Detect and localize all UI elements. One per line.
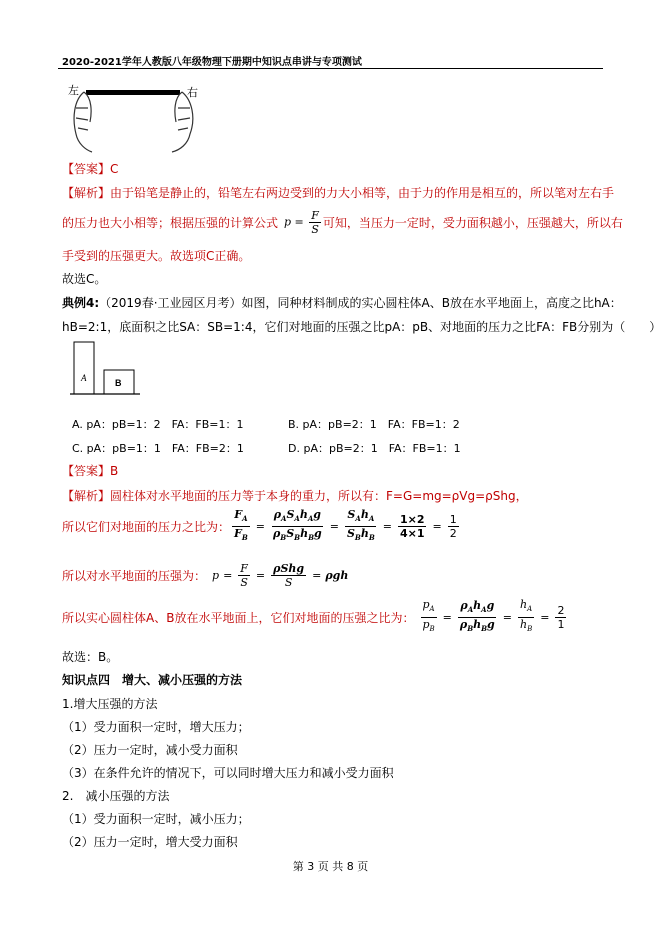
cylinder-b-label: B bbox=[115, 378, 122, 388]
option-b: B. pA：pB=2：1 FA：FB=1：2 bbox=[288, 418, 460, 431]
example-4-text-1: （2019春·工业园区月考）如图，同种材料制成的实心圆柱体A、B放在水平地面上，高度之比hA： bbox=[99, 296, 622, 310]
example-4-line-2: hB=2:1，底面积之比SA：SB=1:4，它们对地面的压强之比pA：pB、对地面的压力之比FA：FB分别为（ ） bbox=[62, 320, 661, 334]
pressure-ratio-label: 所以实心圆柱体A、B放在水平地面上，它们对地面的压强之比为： bbox=[62, 610, 415, 625]
option-c: C. pA：pB=1：1 FA：FB=2：1 bbox=[72, 442, 244, 455]
section-item-2: （2）压力一定时，减小受力面积 bbox=[62, 743, 238, 757]
example-4-title: 典例4: bbox=[62, 296, 100, 310]
answer-label-1: 【答案】C bbox=[62, 162, 119, 176]
analysis-1-line-3: 手受到的压强更大。故选项C正确。 bbox=[62, 249, 251, 263]
pressure-ratio-row bbox=[62, 600, 568, 634]
page-header: 2020-2021学年人教版八年级物理下册期中知识点串讲与专项测试 bbox=[62, 57, 362, 68]
cylinders-figure bbox=[70, 338, 140, 396]
pencil-shape bbox=[86, 90, 180, 95]
pressure-row bbox=[62, 558, 348, 592]
section-item-5: （2）压力一定时，增大受力面积 bbox=[62, 835, 238, 849]
figure-right-label: 右 bbox=[187, 87, 198, 99]
formula-F: F bbox=[311, 209, 319, 222]
answer-label-2: 【答案】B bbox=[62, 464, 119, 478]
section-heading-1: 1.增大压强的方法 bbox=[62, 697, 158, 711]
conclusion-1: 故选C。 bbox=[62, 272, 107, 286]
force-ratio-formula: $\frac{F_A}{F_B}$ = $\frac{\rho_AS_Ah_Ag}{\rho_BS_Bh_Bg}$ = $\frac{S_Ah_A}{S_Bh_B}$ = $\frac{1\times 2}{4\times 1}$ = $\frac{1}{2}$ bbox=[234, 508, 457, 542]
pressure-label: 所以对水平地面的压强为： bbox=[62, 568, 207, 583]
force-ratio-label: 所以它们对地面的压力之比为： bbox=[62, 519, 231, 534]
cylinder-a-shape bbox=[74, 342, 94, 394]
option-d: D. pA：pB=2：1 FA：FB=1：1 bbox=[288, 442, 461, 455]
analysis-1-line-2b: 可知，当压力一定时，受力面积越小，压强越大，所以右 bbox=[322, 216, 623, 230]
section-item-4: （1）受力面积一定时，减小压力； bbox=[62, 812, 250, 826]
cylinder-a-label: A bbox=[81, 373, 87, 383]
conclusion-2: 故选：B。 bbox=[62, 650, 119, 664]
section-heading-2: 2. 减小压强的方法 bbox=[62, 789, 170, 803]
option-a: A. pA：pB=1：2 FA：FB=1：1 bbox=[72, 418, 244, 431]
analysis-2-line-1: 【解析】圆柱体对水平地面的压力等于本身的重力，所以有：F=G=mg=ρVg=ρShg， bbox=[62, 489, 528, 503]
pressure-ratio-formula: $\frac{p_A}{p_B}$ = $\frac{\rho_Ah_Ag}{\rho_Bh_Bg}$ = $\frac{h_A}{h_B}$ = $\frac{2}{1}$ bbox=[422, 598, 565, 633]
formula-S: S bbox=[311, 223, 319, 236]
left-hand-shape bbox=[74, 92, 92, 152]
analysis-1-line-2 bbox=[62, 209, 623, 236]
pencil-hands-figure bbox=[62, 78, 212, 156]
header-rule bbox=[58, 68, 603, 69]
figure-left-label: 左 bbox=[68, 85, 79, 97]
force-ratio-row bbox=[62, 509, 461, 543]
analysis-1-line-1: 【解析】由于铅笔是静止的，铅笔左右两边受到的力大小相等，由于力的作用是相互的，所以笔对左右手 bbox=[62, 186, 615, 200]
page-footer: 第 3 页 共 8 页 bbox=[292, 860, 369, 873]
formula-p: p bbox=[284, 215, 292, 229]
pressure-derivation: p = $\frac{F}{S}$ = $\frac{\text{ρShg}}{S}$ = ρgh bbox=[212, 561, 349, 589]
section-title: 知识点四 增大、减小压强的方法 bbox=[62, 673, 243, 687]
example-4-line-1 bbox=[62, 294, 622, 311]
section-item-3: （3）在条件允许的情况下，可以同时增大压力和减小受力面积 bbox=[62, 766, 394, 780]
pressure-formula: p = $\frac{F}{S}$ bbox=[284, 209, 319, 236]
analysis-1-line-2a: 的压力也大小相等；根据压强的计算公式 bbox=[62, 216, 279, 230]
right-hand-shape bbox=[172, 92, 193, 152]
section-item-1: （1）受力面积一定时，增大压力； bbox=[62, 720, 250, 734]
